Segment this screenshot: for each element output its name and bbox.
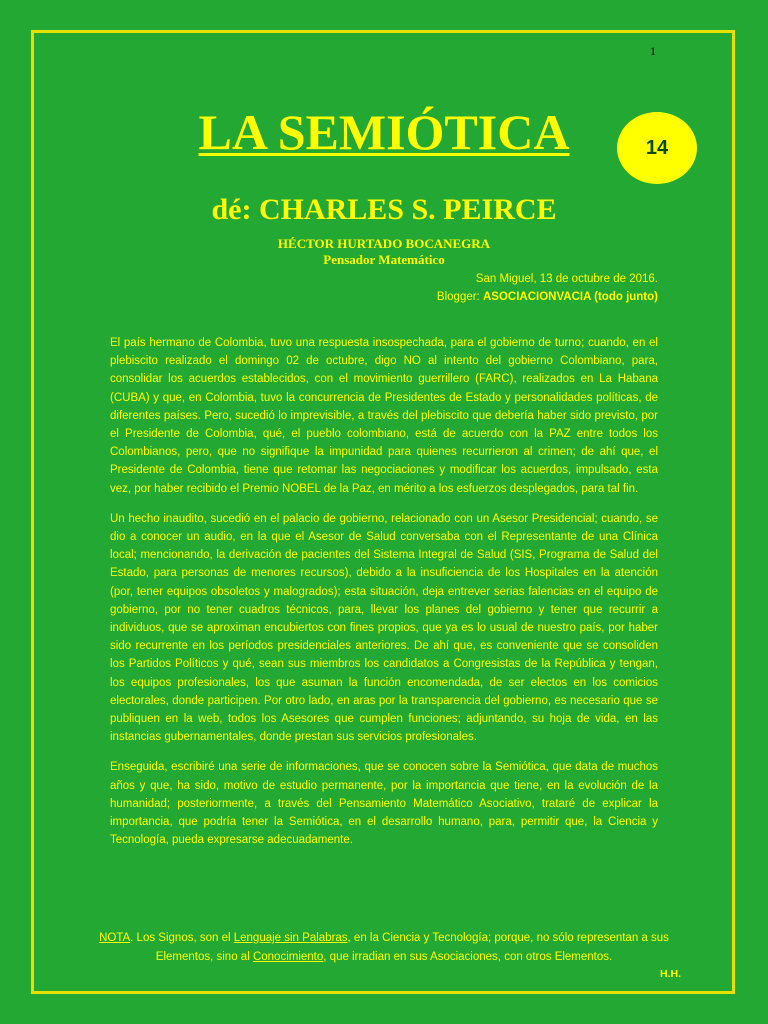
blog-label: Blogger: bbox=[436, 291, 480, 303]
note-text-3: , que irradian en sus Asociaciones, con otros Elementos. bbox=[323, 951, 613, 963]
meta-block bbox=[437, 270, 658, 306]
note-block bbox=[74, 929, 694, 967]
place-date: San Miguel, 13 de octubre de 2016. bbox=[475, 273, 658, 285]
note-text-1: . Los Signos, son el bbox=[130, 932, 234, 944]
note-link-lenguaje: Lenguaje sin Palabras bbox=[233, 932, 348, 944]
note-label: NOTA bbox=[99, 932, 131, 944]
author-role: Pensador Matemático bbox=[323, 252, 445, 267]
blog-line bbox=[437, 288, 658, 306]
page-number: 1 bbox=[650, 44, 656, 58]
paragraph: Un hecho inaudito, sucedió en el palacio de gobierno, relacionado con un Asesor Presidencial; cuando, se dio a conocer un audio, en la que el Asesor de Salud conversaba con el Representante de una Clínica local; mencionando, la derivación de pacientes del Sistema Integral de Salud (SIS, Programa de Salud del Estado, para personas de menores recursos), debido a la insuficiencia de los Hospitales en la atención (por, tener equipos obsoletos y malogrados); esta situación, deja entrever serias falencias en el equipo de gobierno, por no tener cuadros técnicos, para, llevar los planes del gobierno y tener que recurrir a individuos, que se aproximan encubiertos con fines propios, que ya es lo usual de nuestro país, por haber sido recurrente en los períodos presidenciales anteriores. De ahí que, es conveniente que se consoliden los Partidos Políticos y qué, sean sus miembros los candidatos a Congresistas de la República y tengan, los equipos profesionales, los que asuman la función encomendada, de ser electos en los comicios electorales, donde participen. Por otro lado, en aras por la transparencia del gobierno, es necesario que se publiquen en la web, todos los Asesores que cumplen funciones; adjuntando, su hoja de vida, en las instancias gubernamentales, donde prestan sus servicios profesionales. bbox=[110, 512, 658, 744]
document-title-text: LA SEMIÓTICA bbox=[198, 104, 570, 160]
number-badge: 14 bbox=[617, 112, 697, 184]
signature: H.H. bbox=[660, 968, 681, 980]
blog-name: ASOCIACIONVACIA (todo junto) bbox=[482, 291, 658, 303]
paragraph: Enseguida, escribiré una serie de informaciones, que se conocen sobre la Semiótica, que data de muchos años y que, ha sido, motivo de estudio permanente, por la importancia que tiene, en la evolución de la humanidad; posteriormente, a través del Pensamiento Matemático Asociativo, trataré de explicar la importancia, que podría tener la Semiótica, en el desarrollo humano, para, permitir que, la Ciencia y Tecnología, pueda expresarse adecuadamente. bbox=[110, 761, 658, 847]
author-block bbox=[0, 236, 768, 268]
document-body bbox=[110, 334, 658, 861]
author-name: HÉCTOR HURTADO BOCANEGRA bbox=[277, 236, 491, 251]
paragraph: El país hermano de Colombia, tuvo una respuesta insospechada, para el gobierno de turno; cuando, en el plebiscito realizado el domingo 02 de octubre, digo NO al intento del gobierno Colombiano, para, consolidar los acuerdos establecidos, con el movimiento guerrillero (FARC), realizados en La Habana (CUBA) y que, en Colombia, tuvo la concurrencia de Presidentes de Estado y personalidades políticas, de diferentes países. Pero, sucedió lo imprevisible, a través del plebiscito que debería haber sido previsto, por el Presidente de Colombia, qué, el pueblo colombiano, está de acuerdo con la PAZ entre todos los Colombianos, pero, que no signifique la impunidad para quienes recurrieron al crimen; de ahí que, el Presidente de Colombia, tiene que retomar las negociaciones y modificar los acuerdos, impulsado, esta vez, por haber recibido el Premio NOBEL de la Paz, en mérito a los esfuerzos desplegados, para tal fin. bbox=[110, 337, 658, 495]
document-subtitle: dé: CHARLES S. PEIRCE bbox=[211, 193, 557, 226]
note-link-conocimiento: Conocimiento bbox=[252, 951, 324, 963]
note-text-2: , en la Ciencia y Tecnología; porque, no sólo representan a sus Elementos, sino al bbox=[155, 932, 669, 963]
